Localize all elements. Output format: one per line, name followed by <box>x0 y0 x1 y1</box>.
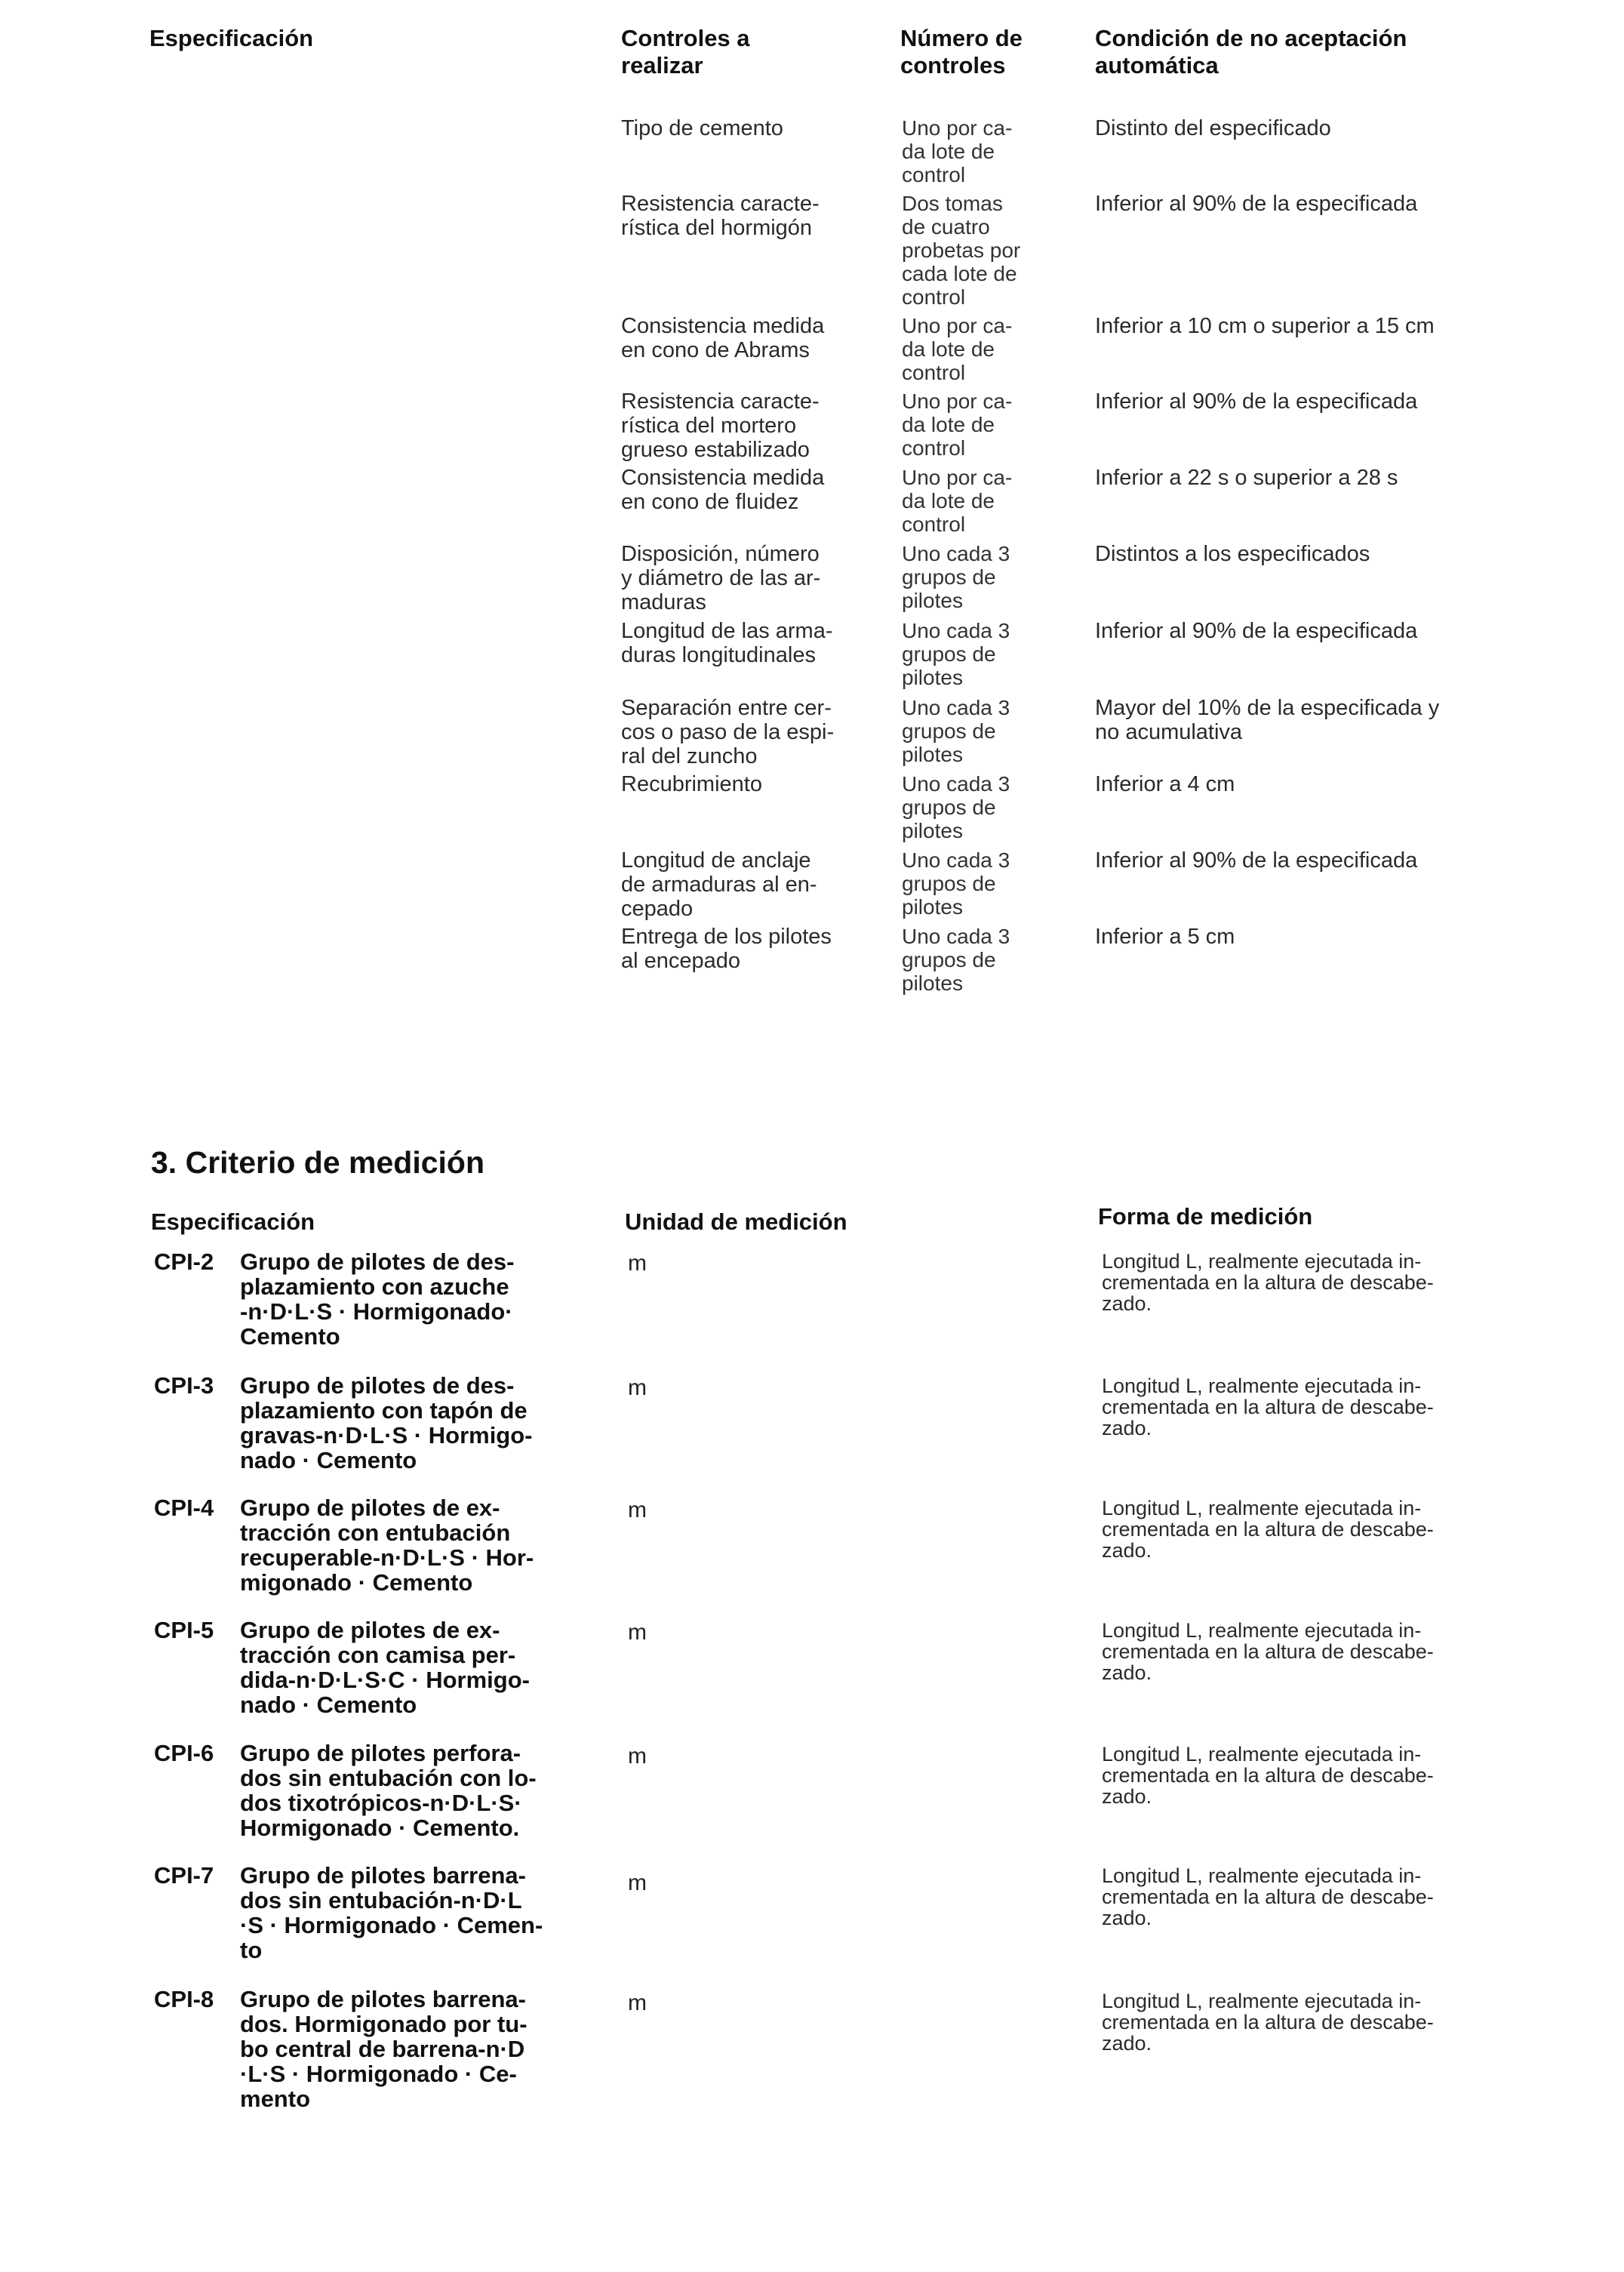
control-cell: Disposición, número y diámetro de las ar- maduras <box>621 542 821 614</box>
item-code: CPI-7 <box>154 1862 214 1889</box>
item-code: CPI-3 <box>154 1372 214 1399</box>
numero-cell: Uno cada 3 grupos de pilotes <box>902 542 1010 612</box>
item-code: CPI-5 <box>154 1617 214 1643</box>
numero-cell: Dos tomas de cuatro probetas por cada lote de control <box>902 192 1021 309</box>
numero-cell: Uno por ca- da lote de control <box>902 389 1013 460</box>
item-forma: Longitud L, realmente ejecutada in- crementada en la altura de descabe- zado. <box>1102 1375 1434 1439</box>
condicion-cell: Inferior a 4 cm <box>1095 772 1235 796</box>
item-code: CPI-2 <box>154 1248 214 1275</box>
item-forma: Longitud L, realmente ejecutada in- crementada en la altura de descabe- zado. <box>1102 1619 1434 1684</box>
item-code: CPI-6 <box>154 1740 214 1766</box>
condicion-cell: Distintos a los especificados <box>1095 542 1370 566</box>
col-header-numero: Número de controles <box>900 25 1023 79</box>
item-description: Grupo de pilotes de ex- tracción con entubación recuperable-n·D·L·S · Hor- migonado · Cemento <box>240 1495 534 1596</box>
condicion-cell: Inferior a 10 cm o superior a 15 cm <box>1095 314 1435 338</box>
col-header-unidad: Unidad de medición <box>625 1208 847 1235</box>
numero-cell: Uno cada 3 grupos de pilotes <box>902 925 1010 995</box>
item-description: Grupo de pilotes de des- plazamiento con azuche -n·D·L·S · Hormigonado· Cemento <box>240 1248 515 1350</box>
item-unit: m <box>628 1620 647 1645</box>
col-header-especificacion-medicion: Especificación <box>151 1208 315 1235</box>
control-cell: Consistencia medida en cono de fluidez <box>621 466 825 514</box>
item-forma: Longitud L, realmente ejecutada in- crementada en la altura de descabe- zado. <box>1102 1250 1434 1315</box>
col-header-especificacion: Especificación <box>149 25 314 51</box>
item-forma: Longitud L, realmente ejecutada in- crementada en la altura de descabe- zado. <box>1102 1864 1434 1929</box>
condicion-cell: Mayor del 10% de la especificada y no acumulativa <box>1095 696 1440 744</box>
col-header-condicion: Condición de no aceptación automática <box>1095 25 1407 79</box>
condicion-cell: Distinto del especificado <box>1095 116 1331 140</box>
control-cell: Resistencia caracte- rística del mortero grueso estabilizado <box>621 389 820 462</box>
item-code: CPI-8 <box>154 1986 214 2012</box>
numero-cell: Uno por ca- da lote de control <box>902 314 1013 384</box>
numero-cell: Uno cada 3 grupos de pilotes <box>902 696 1010 766</box>
control-cell: Longitud de las arma- duras longitudinales <box>621 619 833 667</box>
numero-cell: Uno cada 3 grupos de pilotes <box>902 772 1010 842</box>
condicion-cell: Inferior a 22 s o superior a 28 s <box>1095 466 1398 490</box>
item-unit: m <box>628 1375 647 1400</box>
control-cell: Separación entre cer- cos o paso de la espi- ral del zuncho <box>621 696 835 768</box>
item-description: Grupo de pilotes barrena- dos. Hormigonado por tu- bo central de barrena-n·D ·L·S · Hormigonado · Ce- mento <box>240 1986 527 2112</box>
item-forma: Longitud L, realmente ejecutada in- crementada en la altura de descabe- zado. <box>1102 1990 1434 2055</box>
numero-cell: Uno cada 3 grupos de pilotes <box>902 619 1010 689</box>
control-cell: Entrega de los pilotes al encepado <box>621 925 832 973</box>
condicion-cell: Inferior al 90% de la especificada <box>1095 619 1418 643</box>
control-cell: Recubrimiento <box>621 772 762 796</box>
item-description: Grupo de pilotes perfora- dos sin entubación con lo- dos tixotrópicos-n·D·L·S· Hormigonado · Cemento. <box>240 1740 537 1841</box>
control-cell: Consistencia medida en cono de Abrams <box>621 314 825 362</box>
numero-cell: Uno por ca- da lote de control <box>902 466 1013 536</box>
item-unit: m <box>628 1498 647 1522</box>
numero-cell: Uno por ca- da lote de control <box>902 116 1013 186</box>
control-cell: Resistencia caracte- rística del hormigón <box>621 192 820 240</box>
item-unit: m <box>628 1990 647 2015</box>
item-description: Grupo de pilotes de ex- tracción con camisa per- dida-n·D·L·S·C · Hormigo- nado · Cemento <box>240 1617 530 1718</box>
condicion-cell: Inferior al 90% de la especificada <box>1095 389 1418 414</box>
col-header-controles: Controles a realizar <box>621 25 750 79</box>
item-description: Grupo de pilotes barrena- dos sin entubación-n·D·L ·S · Hormigonado · Cemen- to <box>240 1862 543 1963</box>
condicion-cell: Inferior a 5 cm <box>1095 925 1235 949</box>
section-title: 3. Criterio de medición <box>151 1145 484 1180</box>
col-header-forma: Forma de medición <box>1098 1203 1313 1230</box>
condicion-cell: Inferior al 90% de la especificada <box>1095 192 1418 216</box>
item-unit: m <box>628 1870 647 1895</box>
item-unit: m <box>628 1251 647 1276</box>
item-unit: m <box>628 1744 647 1769</box>
control-cell: Longitud de anclaje de armaduras al en- cepado <box>621 848 817 921</box>
item-forma: Longitud L, realmente ejecutada in- crementada en la altura de descabe- zado. <box>1102 1743 1434 1808</box>
numero-cell: Uno cada 3 grupos de pilotes <box>902 848 1010 919</box>
condicion-cell: Inferior al 90% de la especificada <box>1095 848 1418 873</box>
control-cell: Tipo de cemento <box>621 116 783 140</box>
item-code: CPI-4 <box>154 1495 214 1521</box>
item-forma: Longitud L, realmente ejecutada in- crementada en la altura de descabe- zado. <box>1102 1497 1434 1562</box>
item-description: Grupo de pilotes de des- plazamiento con tapón de gravas-n·D·L·S · Hormigo- nado · Cemento <box>240 1372 533 1473</box>
